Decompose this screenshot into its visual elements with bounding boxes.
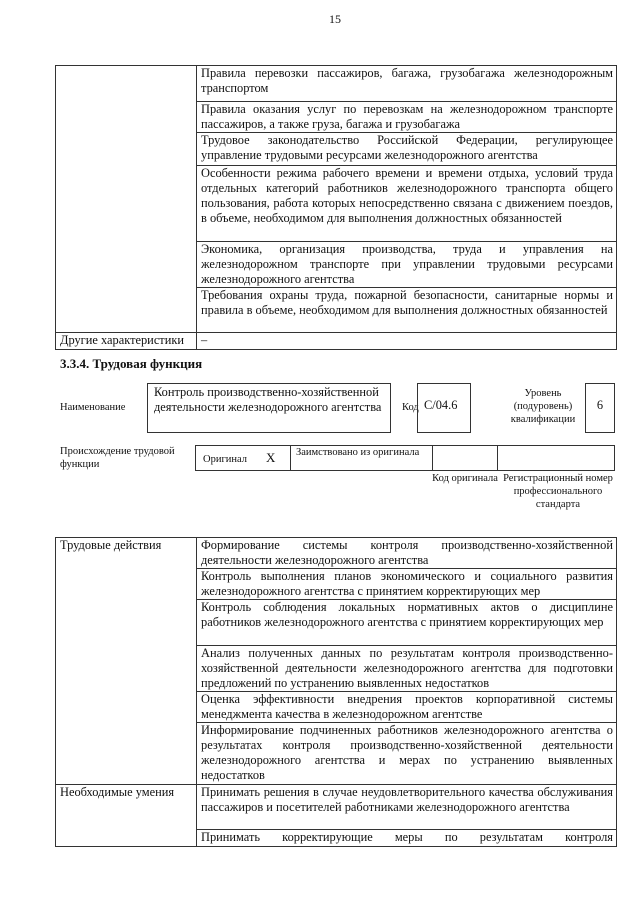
actions-table bbox=[55, 537, 617, 847]
origin-code-caption: Код оригинала bbox=[432, 473, 498, 484]
table-cell: Принимать корректирующие меры по результатам контроля bbox=[197, 830, 617, 847]
other-label: Другие характеристики bbox=[56, 333, 197, 350]
actions-label: Трудовые действия bbox=[56, 538, 197, 785]
origin-label: Происхождение трудовой функции bbox=[60, 446, 175, 470]
table-cell: Правила перевозки пассажиров, багажа, грузобагажа железнодорожным транспортом bbox=[197, 66, 617, 102]
code-value: C/04.6 bbox=[417, 383, 471, 433]
table-cell: Принимать решения в случае неудовлетворительного качества обслуживания пассажиров и посетителей работниками железнодорожного агентства bbox=[197, 785, 617, 830]
table-cell: Контроль соблюдения локальных нормативных актов о дисциплине работников железнодорожного агентства с принятием корректирующих мер bbox=[197, 600, 617, 646]
table-cell: Экономика, организация производства, труда и управления на железнодорожном транспорте при управлении трудовыми ресурсами железнодорожного агентства bbox=[197, 242, 617, 288]
table-cell: Правила оказания услуг по перевозкам на железнодорожном транспорте пассажиров, а также груза, багажа и грузобагажа bbox=[197, 102, 617, 133]
original-label: Оригинал bbox=[203, 454, 247, 465]
reg-number-cell bbox=[497, 445, 615, 471]
reg-number-caption: Регистрационный номер профессионального стандарта bbox=[503, 473, 613, 510]
page-number: 15 bbox=[329, 12, 341, 26]
original-cell bbox=[195, 445, 291, 471]
table-cell: Контроль выполнения планов экономического и социального развития железнодорожного агентства с принятием корректирующих мер bbox=[197, 569, 617, 600]
other-value: – bbox=[197, 333, 617, 350]
table-cell: Особенности режима рабочего времени и времени отдыха, условий труда отдельных категорий работников железнодорожного транспорта общего пользования, работа которых непосредственно связана с движением поездов, в объеме, необходимом для выполнения должностных обязанностей bbox=[197, 166, 617, 242]
table-cell: Требования охраны труда, пожарной безопасности, санитарные нормы и правила в объеме, необходимом для выполнения должностных обязанностей bbox=[197, 288, 617, 333]
table-cell: Анализ полученных данных по результатам контроля производственно-хозяйственной деятельности железнодорожного агентства для подготовки предложений по устранению выявленных недостатков bbox=[197, 646, 617, 692]
code-label: Код bbox=[402, 402, 419, 413]
borrowed-label: Заимствовано из оригинала bbox=[290, 445, 433, 471]
table-cell: Информирование подчиненных работников железнодорожного агентства о результатах контроля производственно-хозяйственной деятельности железнодорожного агентства и мерах по устранению выявленных недостатков bbox=[197, 723, 617, 785]
name-label: Наименование bbox=[60, 402, 126, 413]
section-heading: 3.3.4. Трудовая функция bbox=[60, 356, 203, 371]
table-cell: Трудовое законодательство Российской Федерации, регулирующее управление трудовыми ресурсами железнодорожного агентства bbox=[197, 133, 617, 166]
skills-label: Необходимые умения bbox=[56, 785, 197, 847]
level-value: 6 bbox=[585, 383, 615, 433]
origin-code-cell bbox=[432, 445, 498, 471]
original-mark: X bbox=[266, 450, 276, 465]
table-cell: Оценка эффективности внедрения проектов корпоративной системы менеджмента качества в железнодорожном агентстве bbox=[197, 692, 617, 723]
level-label: Уровень (подуровень) квалификации bbox=[510, 388, 576, 425]
empty-label-cell bbox=[56, 66, 197, 333]
table-cell: Формирование системы контроля производственно-хозяйственной деятельности железнодорожного агентства bbox=[197, 538, 617, 569]
knowledge-table bbox=[55, 65, 617, 350]
name-value: Контроль производственно-хозяйственной деятельности железнодорожного агентства bbox=[147, 383, 391, 433]
